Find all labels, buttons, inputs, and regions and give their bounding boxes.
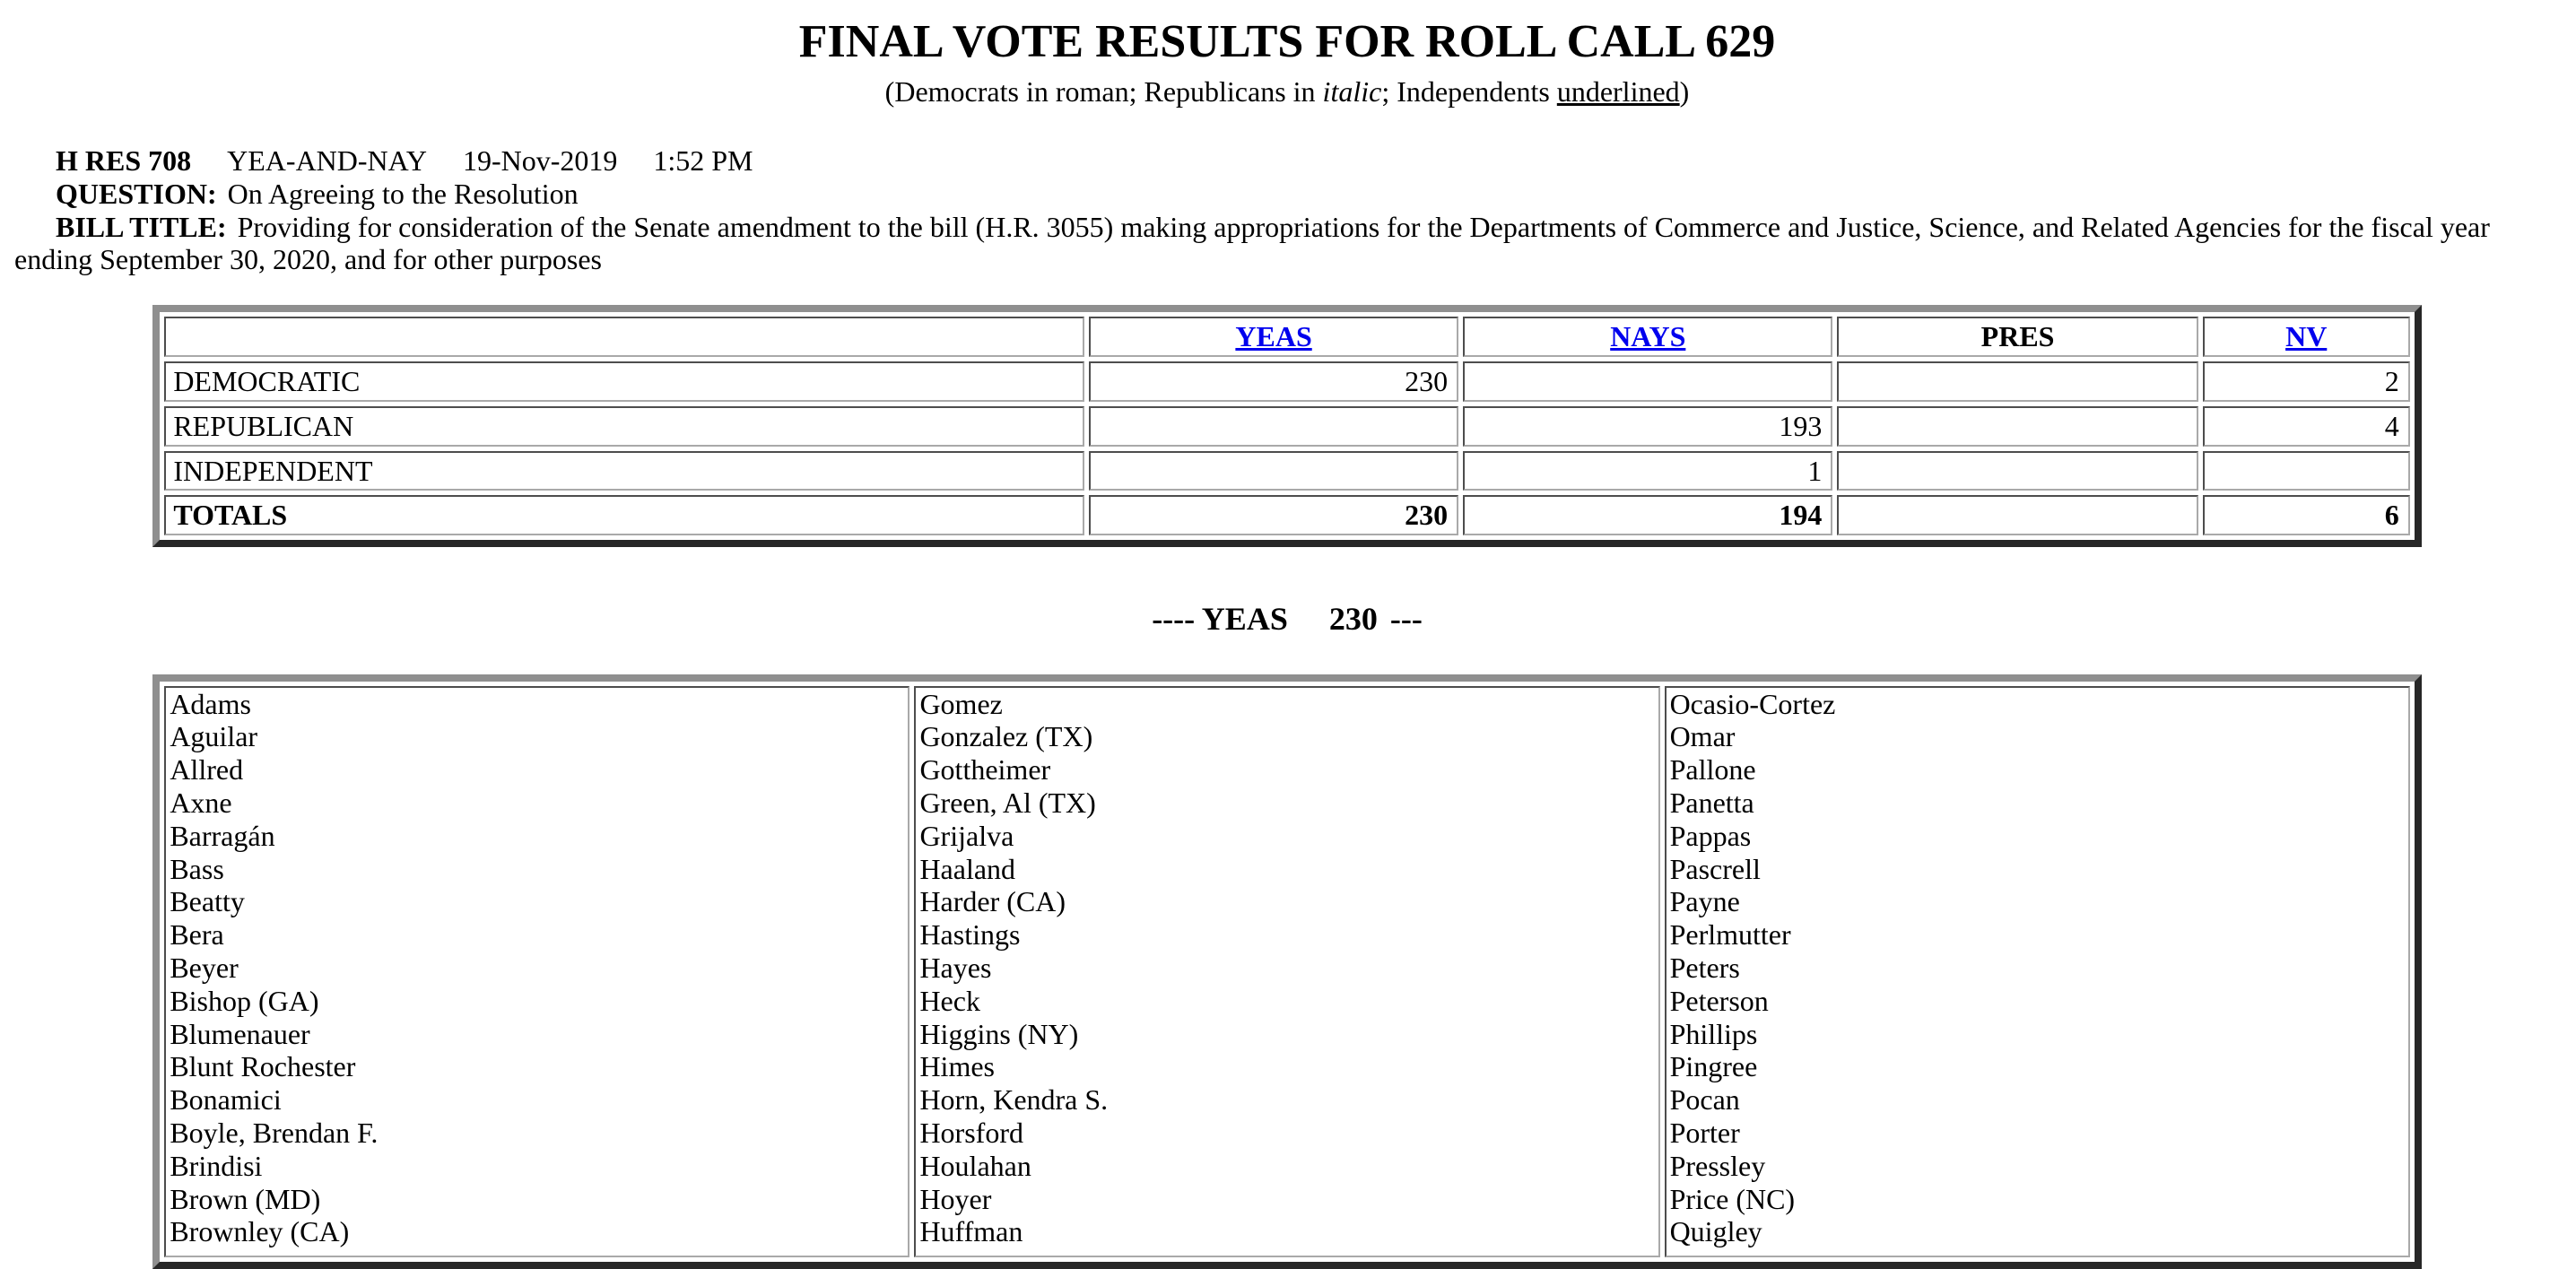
yea-voter-name: Axne <box>170 786 232 819</box>
summary-row-independent <box>164 451 2409 491</box>
yea-voter-name: Boyle, Brendan F. <box>170 1116 379 1149</box>
party-label: TOTALS <box>164 495 1084 535</box>
vote-type: YEA-AND-NAY <box>227 144 427 178</box>
vote-count-pres <box>1837 361 2197 402</box>
vote-summary-table <box>152 305 2421 547</box>
yeas-heading-count: 230 <box>1328 601 1378 638</box>
vote-count-nv: 4 <box>2203 406 2410 447</box>
yea-voter-name: Price (NC) <box>1669 1182 1796 1215</box>
vote-count-nays: 1 <box>1463 451 1832 491</box>
party-label: INDEPENDENT <box>164 451 1084 491</box>
yea-voter-name: Gottheimer <box>919 753 1051 787</box>
question-label: QUESTION: <box>56 177 217 210</box>
yea-voter-name: Bishop (GA) <box>170 984 319 1017</box>
yea-voter-name: Adams <box>170 687 251 720</box>
yea-voter-name: Huffman <box>919 1215 1023 1248</box>
yea-voter-name: Payne <box>1669 885 1740 918</box>
yea-voter-name: Gomez <box>919 687 1003 720</box>
yea-voter-name: Green, Al (TX) <box>919 786 1096 819</box>
yea-voter-name: Brindisi <box>170 1149 263 1182</box>
vote-count-yeas <box>1089 451 1458 491</box>
yea-voter-name: Porter <box>1669 1116 1740 1149</box>
yeas-names-table <box>152 674 2421 1269</box>
yea-voter-name: Himes <box>919 1050 995 1083</box>
yea-voter-name: Horsford <box>919 1116 1023 1149</box>
yea-voter-name: Brown (MD) <box>170 1182 321 1215</box>
summary-column-header-yeas <box>1089 317 1458 357</box>
yea-voter-name: Omar <box>1669 720 1736 753</box>
yea-voter-name: Ocasio-Cortez <box>1669 687 1836 720</box>
yea-voter-name: Horn, Kendra S. <box>919 1083 1109 1117</box>
legend-mid: ; Independents <box>1381 75 1557 109</box>
yea-voter-name: Quigley <box>1669 1215 1762 1248</box>
yea-voter-name: Hoyer <box>919 1182 992 1215</box>
summary-row-democratic <box>164 361 2409 402</box>
yea-voter-name: Allred <box>170 753 244 787</box>
question-text: On Agreeing to the Resolution <box>227 177 579 210</box>
yea-voter-name: Pingree <box>1669 1050 1758 1083</box>
yeas-column-3 <box>1665 686 2410 1258</box>
yea-voter-name: Peters <box>1669 951 1740 984</box>
summary-header-row <box>164 317 2409 357</box>
summary-column-header-nays <box>1463 317 1832 357</box>
yea-voter-name: Blumenauer <box>170 1017 310 1050</box>
vote-count-nays: 194 <box>1463 495 1832 535</box>
yea-voter-name: Beatty <box>170 885 245 918</box>
vote-count-nv: 6 <box>2203 495 2410 535</box>
yea-voter-name: Grijalva <box>919 819 1014 852</box>
yeas-heading-suffix: --- <box>1389 601 1423 638</box>
yea-voter-name: Harder (CA) <box>919 885 1066 918</box>
vote-count-nays <box>1463 361 1832 402</box>
vote-date: 19-Nov-2019 <box>462 144 618 178</box>
legend-suffix: ) <box>1679 75 1690 109</box>
yea-voter-name: Pallone <box>1669 753 1756 787</box>
yeas-heading-prefix: ---- YEAS <box>1152 601 1288 638</box>
yea-voter-name: Hastings <box>919 918 1021 952</box>
vote-count-pres <box>1837 451 2197 491</box>
vote-count-nays: 193 <box>1463 406 1832 447</box>
legend-italic-word: italic <box>1322 75 1382 109</box>
vote-meta <box>14 144 2562 276</box>
yea-voter-name: Higgins (NY) <box>919 1017 1079 1050</box>
legend-line <box>13 75 2562 109</box>
legend-prefix: (Democrats in roman; Republicans in <box>884 75 1323 109</box>
summary-row-republican <box>164 406 2409 447</box>
vote-count-nv <box>2203 451 2410 491</box>
summary-column-header-nv <box>2203 317 2410 357</box>
party-label: DEMOCRATIC <box>164 361 1084 402</box>
yeas-names-row <box>164 686 2409 1258</box>
yea-voter-name: Pappas <box>1669 819 1752 852</box>
vote-count-pres <box>1837 495 2197 535</box>
yea-voter-name: Phillips <box>1669 1017 1758 1050</box>
yea-voter-name: Bass <box>170 852 224 885</box>
yea-voter-name: Barragán <box>170 819 275 852</box>
yeas-column-1 <box>164 686 909 1258</box>
summary-row-totals <box>164 495 2409 535</box>
yea-voter-name: Perlmutter <box>1669 918 1791 952</box>
nv-column-link[interactable]: NV <box>2285 320 2328 353</box>
yea-voter-name: Pocan <box>1669 1083 1740 1117</box>
yea-voter-name: Pressley <box>1669 1149 1766 1182</box>
yea-voter-name: Hayes <box>919 951 992 984</box>
vote-count-yeas: 230 <box>1089 495 1458 535</box>
yea-voter-name: Bera <box>170 918 224 952</box>
yea-voter-name: Peterson <box>1669 984 1769 1017</box>
bill-title-text: Providing for consideration of the Senate amendment to the bill (H.R. 3055) making appropriations for the Departments of Commerce and Justice, Science, and Related Agencies for the fiscal year ending September 30, 2020, and for other purposes <box>14 210 2490 276</box>
vote-count-yeas: 230 <box>1089 361 1458 402</box>
yea-voter-name: Aguilar <box>170 720 258 753</box>
bill-number: H RES 708 <box>56 144 192 178</box>
vote-count-nv: 2 <box>2203 361 2410 402</box>
summary-column-header-pres: PRES <box>1837 317 2197 357</box>
yea-voter-name: Haaland <box>919 852 1016 885</box>
yea-voter-name: Pascrell <box>1669 852 1761 885</box>
yea-voter-name: Bonamici <box>170 1083 282 1117</box>
yea-voter-name: Panetta <box>1669 786 1754 819</box>
vote-count-pres <box>1837 406 2197 447</box>
yea-voter-name: Houlahan <box>919 1149 1031 1182</box>
yea-voter-name: Gonzalez (TX) <box>919 720 1093 753</box>
bill-title-line <box>14 211 2562 277</box>
bill-line <box>14 144 2562 178</box>
nays-column-link[interactable]: NAYS <box>1610 320 1686 353</box>
question-line <box>14 178 2562 211</box>
yea-voter-name: Brownley (CA) <box>170 1215 350 1248</box>
yea-voter-name: Heck <box>919 984 980 1017</box>
yea-voter-name: Beyer <box>170 951 239 984</box>
yeas-column-link[interactable]: YEAS <box>1235 320 1312 353</box>
legend-underlined-word: underlined <box>1556 75 1680 109</box>
bill-title-label: BILL TITLE: <box>56 210 227 243</box>
summary-column-header-party <box>164 317 1084 357</box>
vote-time: 1:52 PM <box>653 144 753 178</box>
yeas-column-2 <box>914 686 1659 1258</box>
page-title: FINAL VOTE RESULTS FOR ROLL CALL 629 <box>798 16 1776 67</box>
yeas-section-heading <box>13 601 2562 638</box>
vote-count-yeas <box>1089 406 1458 447</box>
party-label: REPUBLICAN <box>164 406 1084 447</box>
yea-voter-name: Blunt Rochester <box>170 1050 356 1083</box>
